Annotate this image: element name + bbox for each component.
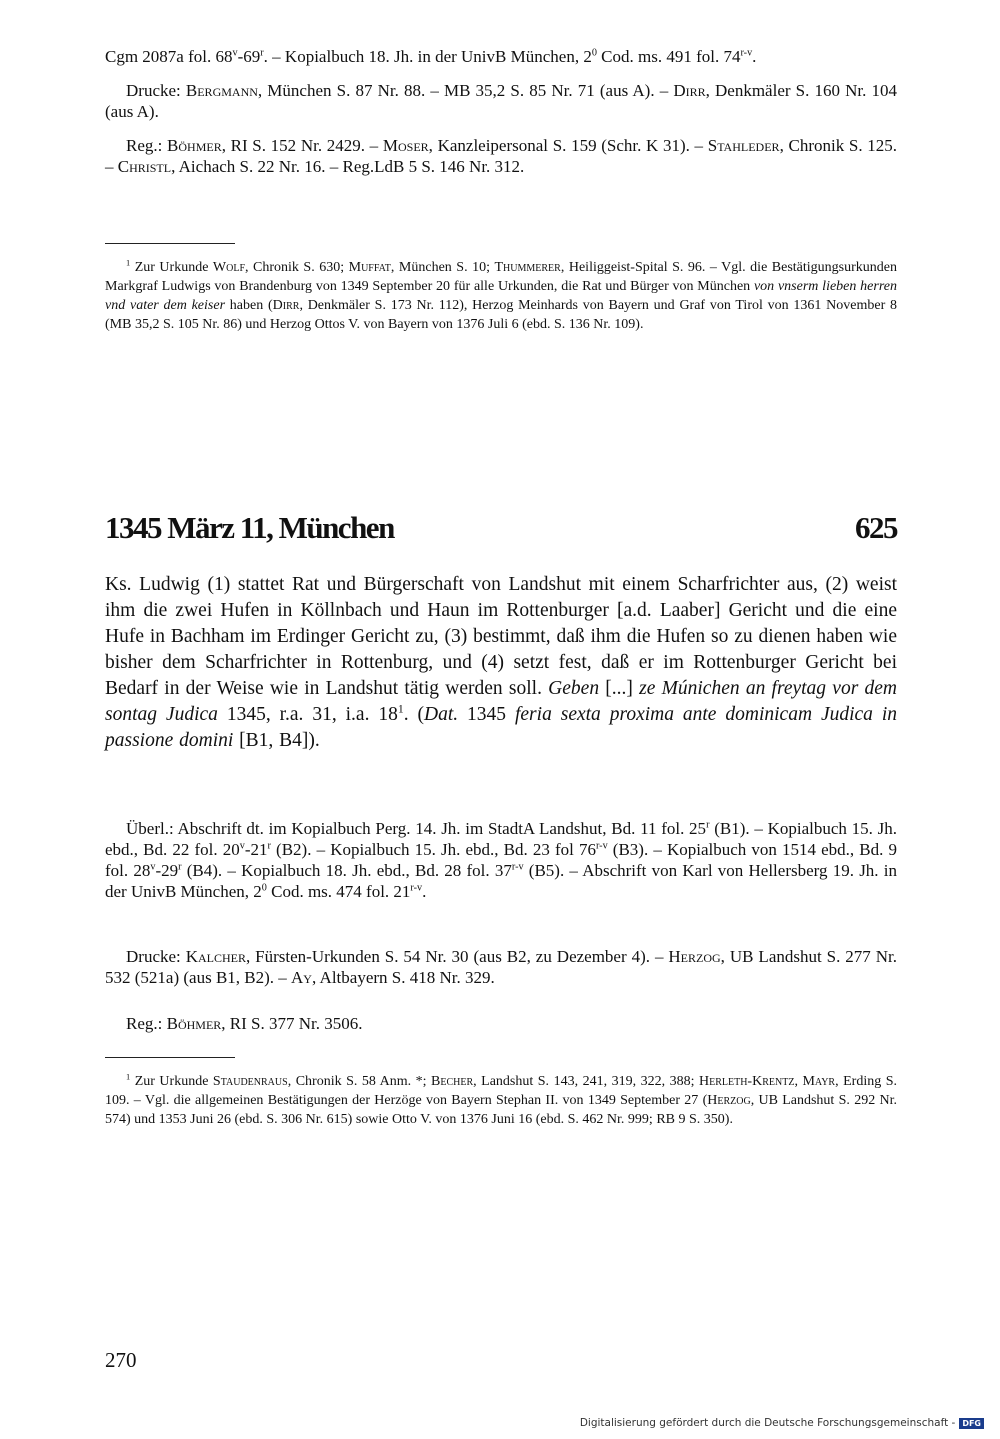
- drucke-paragraph-2: Drucke: Kalcher, Fürsten-Urkunden S. 54 Nr. 30 (aus B2, zu Dezember 4). – Herzog, UB Landshut S. 277 Nr. 532 (521a) (aus B1, B2). – Ay, Altbayern S. 418 Nr. 329.: [105, 947, 897, 987]
- heading-date-place: 1345 März 11, München: [105, 510, 394, 545]
- regesten-paragraph: Reg.: Böhmer, RI S. 152 Nr. 2429. – Moser, Kanzleipersonal S. 159 (Schr. K 31). – Stahleder, Chronik S. 125. – Christl, Aichach S. 22 Nr. 16. – Reg.LdB 5 S. 146 Nr. 312.: [105, 136, 897, 176]
- footnote-2: $^1$ Zur Urkunde Staudenraus, Chronik S. 58 Anm. *; Becher, Landshut S. 143, 241, 319, 322, 388; Herleth-Krentz, Mayr, Erding S. 109. – Vgl. die allgemeinen Bestätigungen der Herzöge von Bayern Stephan II. von 1349 September 27 (Herzog, UB Landshut S. 292 Nr. 574) und 1353 Juni 26 (ebd. S. 306 Nr. 615) sowie Otto V. von 1376 Juni 16 (ebd. S. 462 Nr. 999; RB 9 S. 350).: [105, 1072, 898, 1127]
- page-number: 270: [105, 1348, 137, 1372]
- regesten-paragraph-2: Reg.: Böhmer, RI S. 377 Nr. 3506.: [126, 1014, 363, 1033]
- ueberlieferung-paragraph: Überl.: Abschrift dt. im Kopialbuch Perg. 14. Jh. im StadtA Landshut, Bd. 11 fol. 25$^r$ (B1). – Kopialbuch 15. Jh. ebd., Bd. 22 fol. 20$^v$-21$^r$ (B2). – Kopialbuch 15. Jh. ebd., Bd. 23 fol 76$^{r-v}$ (B3). – Kopialbuch von 1514 ebd., Bd. 9 fol. 28$^v$-29$^r$ (B4). – Kopialbuch 18. Jh. ebd., Bd. 28 fol. 37$^{r-v}$ (B5). – Abschrift von Karl von Hellersberg 19. Jh. in der UnivB München, $2^0$ Cod. ms. 474 fol. 21$^{r-v}$.: [105, 819, 898, 901]
- footnote-1: $^1$ Zur Urkunde Wolf, Chronik S. 630; Muffat, München S. 10; Thummerer, Heiliggeist-Spital S. 96. – Vgl. die Bestätigungsurkunden Markgraf Ludwigs von Brandenburg von 1349 September 20 für alle Urkunden, die Rat und Bürger von München von vnserm lieben herren vnd vater dem keiser haben (Dirr, Denkmäler S. 173 Nr. 112), Herzog Meinhards von Bayern und Graf von Tirol von 1361 November 8 (MB 35,2 S. 105 Nr. 86) und Herzog Ottos V. von Bayern von 1376 Juli 6 (ebd. S. 136 Nr. 109).: [105, 258, 898, 332]
- footnote-divider: [105, 243, 235, 244]
- copy-list-continued: Cgm 2087a fol. 68$^v$-69$^r$. – Kopialbuch 18. Jh. in der UnivB München, $2^0$ Cod. ms. 491 fol. 74$^{r-v}$.: [105, 47, 757, 66]
- footnote-divider-2: [105, 1057, 235, 1058]
- drucke-paragraph: Drucke: Bergmann, München S. 87 Nr. 88. – MB 35,2 S. 85 Nr. 71 (aus A). – Dirr, Denkmäler S. 160 Nr. 104 (aus A).: [105, 81, 897, 121]
- funding-footer: [580, 1417, 984, 1429]
- top-continuation: [105, 46, 897, 177]
- document-heading: [105, 510, 897, 546]
- dfg-logo: DFG: [959, 1418, 984, 1429]
- regest-paragraph: Ks. Ludwig (1) stattet Rat und Bürgerschaft von Landshut mit einem Scharfrichter aus, (2) weist ihm die zwei Hufen in Köllnbach und Haun im Rottenburger [a.d. Laaber] Gericht und die eine Hufe in Bachham im Erdinger Gericht zu, (3) bestimmt, daß ihm die Hufen so zu dienen haben wie bisher dem Scharfrichter in Rottenburg, und (4) setzt fest, daß er im Rottenburger Gericht bei Bedarf in der Weise wie in Landshut tätig werden soll. Geben [...] ze Múnichen an freytag vor dem sontag Judica 1345, r.a. 31, i.a. $18^1$. (Dat. 1345 feria sexta proxima ante dominicam Judica in passione domini [B1, B4]).: [105, 574, 898, 751]
- document-number: 625: [855, 510, 897, 545]
- funding-text: Digitalisierung gefördert durch die Deutsche Forschungsgemeinschaft -: [579, 1417, 956, 1429]
